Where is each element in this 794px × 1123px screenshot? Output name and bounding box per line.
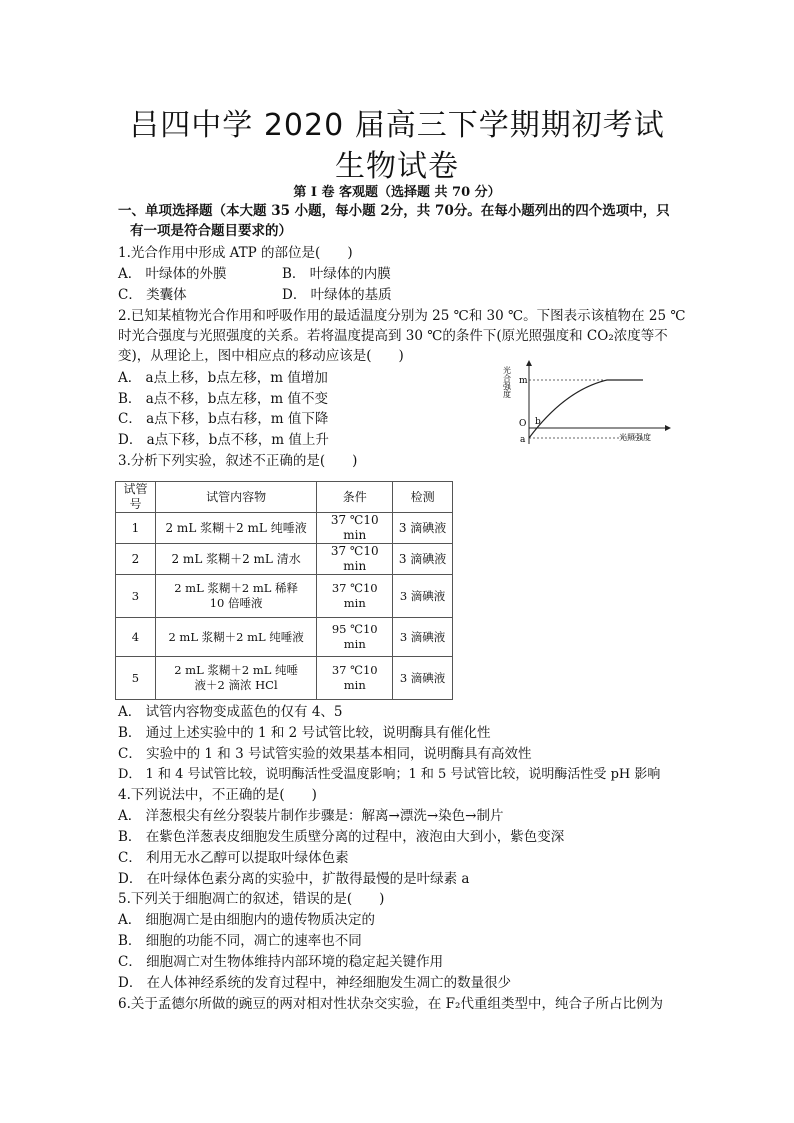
table-header-row — [116, 482, 453, 513]
question-1-option-c: C． 类囊体 — [118, 287, 187, 303]
table-cell-line: 液＋2 滴浓 HCl — [194, 678, 278, 692]
exam-title: 吕四中学 2020 届高三下学期期初考试 — [129, 108, 665, 143]
question-1-option-b: B． 叶绿体的内膜 — [282, 266, 391, 282]
question-5-option-a: A． 细胞凋亡是由细胞内的遗传物质决定的 — [118, 912, 376, 928]
table-row — [116, 575, 453, 618]
question-4-option-c: C． 利用无水乙醇可以提取叶绿体色素 — [118, 850, 349, 866]
y-axis-arrow — [526, 360, 532, 366]
question-4-stem: 4.下列说法中，不正确的是( ) — [118, 787, 317, 803]
table-cell-line: 2 mL 浆糊＋2 mL 纯唾 — [174, 663, 299, 677]
table-cell — [155, 575, 316, 618]
table-cell: 2 — [116, 544, 156, 575]
table-row — [116, 513, 453, 544]
table-row — [116, 618, 453, 657]
y-axis-label: 光合强度 — [502, 366, 512, 398]
section-heading-cont: 有一项是符合题目要求的） — [130, 223, 292, 239]
question-4-option-d: D． 在叶绿体色素分离的实验中，扩散得最慢的是叶绿素 a — [118, 871, 470, 887]
table-cell: 3 滴碘液 — [393, 575, 453, 618]
table-cell: 3 滴碘液 — [393, 618, 453, 657]
point-label-a: a — [520, 435, 526, 445]
table-cell: 37 ℃10 min — [317, 575, 393, 618]
question-1-option-d: D． 叶绿体的基质 — [282, 287, 392, 303]
table-cell: 37 ℃10 min — [317, 513, 393, 544]
table-header: 试管内容物 — [155, 482, 316, 513]
x-axis-label: 光照强度 — [619, 433, 651, 442]
question-2-stem: 2.已知某植物光合作用和呼吸作用的最适温度分别为 25 ℃和 30 ℃。下图表示该植物在 25 ℃ — [118, 308, 686, 324]
section-heading: 一、单项选择题（本大题 35 小题，每小题 2分，共 70分。在每小题列出的四个选项中，只 — [118, 203, 670, 219]
question-5-option-c: C． 细胞凋亡对生物体维持内部环境的稳定起关键作用 — [118, 954, 444, 970]
table-cell: 37 ℃10 min — [317, 657, 393, 700]
table-cell-line: 2 mL 浆糊＋2 mL 稀释 — [174, 581, 299, 595]
table-cell: 1 — [116, 513, 156, 544]
table-cell: 5 — [116, 657, 156, 700]
question-3-option-b: B． 通过上述实验中的 1 和 2 号试管比较，说明酶具有催化性 — [118, 725, 491, 741]
question-1-option-a: A． 叶绿体的外膜 — [118, 266, 227, 282]
question-2-stem-cont: 时光合强度与光照强度的关系。若将温度提高到 30 ℃的条件下(原光照强度和 CO₂浓度等不 — [118, 328, 668, 344]
exam-subtitle: 生物试卷 — [335, 149, 459, 184]
table-cell: 2 mL 浆糊＋2 mL 清水 — [155, 544, 316, 575]
table-cell-line: 10 倍唾液 — [209, 596, 263, 610]
photosynthesis-chart — [495, 358, 675, 448]
table-cell: 2 mL 浆糊＋2 mL 纯唾液 — [155, 513, 316, 544]
table-cell: 3 滴碘液 — [393, 544, 453, 575]
question-2-option-a: A． a点上移，b点左移，m 值增加 — [118, 370, 328, 386]
question-4-option-a: A． 洋葱根尖有丝分裂装片制作步骤是：解离→漂洗→染色→制片 — [118, 808, 504, 824]
question-4-option-b: B． 在紫色洋葱表皮细胞发生质壁分离的过程中，液泡由大到小，紫色变深 — [118, 829, 565, 845]
table-cell: 3 — [116, 575, 156, 618]
question-3-stem: 3.分析下列实验，叙述不正确的是( ) — [118, 453, 358, 469]
experiment-table — [115, 481, 453, 700]
table-cell — [155, 657, 316, 700]
question-1-stem: 1.光合作用中形成 ATP 的部位是( ) — [118, 245, 353, 261]
table-row — [116, 544, 453, 575]
question-5-option-d: D． 在人体神经系统的发育过程中，神经细胞发生凋亡的数量很少 — [118, 975, 512, 991]
table-header: 条件 — [317, 482, 393, 513]
table-cell: 3 滴碘液 — [393, 513, 453, 544]
question-3-option-a: A． 试管内容物变成蓝色的仅有 4、5 — [118, 704, 343, 720]
table-row — [116, 657, 453, 700]
part-heading: 第 I 卷 客观题（选择题 共 70 分） — [293, 185, 501, 200]
table-cell: 37 ℃10 min — [317, 544, 393, 575]
question-2-option-b: B． a点不移，b点左移，m 值不变 — [118, 391, 328, 407]
point-label-b: b — [535, 417, 541, 427]
table-cell: 4 — [116, 618, 156, 657]
question-5-stem: 5.下列关于细胞凋亡的叙述，错误的是( ) — [118, 891, 385, 907]
table-header: 检测 — [393, 482, 453, 513]
question-3-option-d: D． 1 和 4 号试管比较，说明酶活性受温度影响；1 和 5 号试管比较，说明酶活性受 pH 影响 — [118, 767, 661, 782]
question-2-stem-cont: 变)，从理论上，图中相应点的移动应该是( ) — [118, 348, 404, 364]
point-label-o: O — [519, 419, 527, 429]
question-6-stem: 6.关于孟德尔所做的豌豆的两对相对性状杂交实验，在 F₂代重组类型中，纯合子所占比例为 — [118, 996, 663, 1012]
table-cell: 95 ℃10 min — [317, 618, 393, 657]
question-2-option-d: D． a点下移，b点不移，m 值上升 — [118, 432, 329, 448]
table-header: 试管号 — [116, 482, 156, 513]
x-axis-arrow — [665, 425, 671, 431]
question-3-option-c: C． 实验中的 1 和 3 号试管实验的效果基本相同，说明酶具有高效性 — [118, 746, 532, 762]
photosynthesis-curve — [529, 380, 643, 438]
question-2-option-c: C． a点下移，b点右移，m 值下降 — [118, 411, 329, 427]
point-label-m: m — [519, 376, 528, 386]
table-cell: 2 mL 浆糊＋2 mL 纯唾液 — [155, 618, 316, 657]
question-5-option-b: B． 细胞的功能不同，凋亡的速率也不同 — [118, 933, 362, 949]
table-cell: 3 滴碘液 — [393, 657, 453, 700]
